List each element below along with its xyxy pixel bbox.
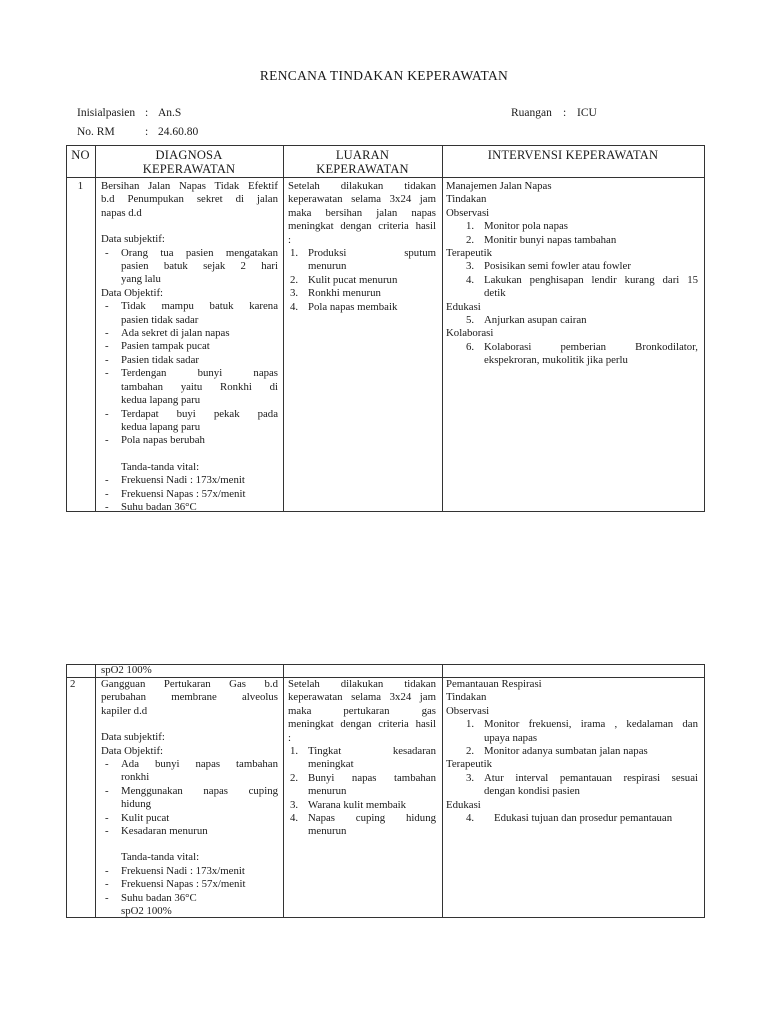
- table-border: [66, 177, 705, 178]
- list-item: - Frekuensi Nadi : 173x/menit: [101, 474, 278, 487]
- header-diagnosa-line1: DIAGNOSA: [155, 148, 223, 162]
- list-item: 3. Ronkhi menurun: [290, 287, 381, 300]
- list-item: - Pasien tampak pucat: [101, 340, 278, 353]
- header-intervensi: INTERVENSI KEPERAWATAN: [487, 148, 659, 162]
- table-border: [442, 145, 443, 512]
- patient-initial-value: An.S: [158, 107, 182, 119]
- list-item: 4. Pola napas membaik: [290, 300, 398, 313]
- table-border: [66, 145, 705, 146]
- room-label: Ruangan: [511, 107, 552, 119]
- list-item: - Frekuensi Napas : 57x/menit: [101, 488, 278, 501]
- list-item: - Terdapat buyi pekak pada kedua lapang paru: [101, 408, 278, 435]
- list-item: - Frekuensi Nadi : 173x/menit: [101, 865, 278, 878]
- list-item: - Tidak mampu batuk karena pasien tidak sadar: [101, 300, 278, 327]
- list-item: 1. Monitor frekuensi, irama , kedalaman dan upaya napas: [466, 718, 698, 744]
- vital-list: [101, 865, 278, 905]
- list-item: - Terdengan bunyi napas tambahan yaitu Ronkhi di kedua lapang paru: [101, 367, 278, 407]
- continued-row-text: spO2 100%: [101, 664, 152, 676]
- objektif-list: [101, 300, 278, 447]
- list-item: - Kesadaran menurun: [101, 825, 278, 838]
- list-item: 2. Bunyi napas tambahan menurun: [290, 771, 436, 798]
- row1-diagnosa: [101, 180, 278, 514]
- table-border: [283, 145, 284, 512]
- rm-value: 24.60.80: [158, 126, 199, 138]
- list-item: - Ada bunyi napas tambahan ronkhi: [101, 758, 278, 785]
- list-item: - Menggunakan napas cuping hidung: [101, 785, 278, 812]
- luaran-list: [288, 247, 436, 314]
- rm-sep: :: [145, 126, 149, 138]
- list-item: 4. Edukasi tujuan dan prosedur pemantauan: [466, 812, 673, 825]
- list-item: 4. Lakukan penghisapan lendir kurang dari 15 detik: [466, 273, 698, 300]
- row1-luaran: Setelah dilakukan tidakan keperawatan selama 3x24 jam maka bersihan jalan napas meningkat dengan criteria hasil : 1. Produksi sputum menurun 2. Kulit pucat menurun 3. Ronkhi menurun 4. Pola napas membaik: [288, 180, 436, 313]
- objektif-list: [101, 758, 278, 838]
- list-item: - Suhu badan 36°C: [101, 892, 278, 905]
- header-no: NO: [71, 148, 90, 162]
- list-item: 2. Kulit pucat menurun: [290, 273, 398, 286]
- table-border: [95, 145, 96, 512]
- list-item: 4. Napas cuping hidung menurun: [290, 812, 436, 838]
- subjektif-list: [101, 247, 278, 287]
- subjektif-label: Data subjektif:: [101, 233, 165, 246]
- objektif-label: Data Objektif:: [101, 286, 164, 299]
- row2-no: 2: [70, 678, 76, 690]
- list-item: 6. Kolaborasi pemberian Bronkodilator, ekspekroran, mukolitik jika perlu: [466, 340, 698, 367]
- list-item: 2. Monitor adanya sumbatan jalan napas: [466, 745, 648, 758]
- vital-label: Tanda-tanda vital:: [121, 460, 200, 473]
- header-luaran: [283, 148, 442, 176]
- list-item: 3. Warana kulit membaik: [290, 798, 407, 811]
- luaran-list: [288, 745, 436, 839]
- table-border: [442, 664, 443, 918]
- row1-no: 1: [77, 180, 84, 192]
- row2-intervensi: Pemantauan Respirasi Tindakan Observasi 1. Monitor frekuensi, irama , kedalaman dan upaya napas 2. Monitor adanya sumbatan jalan napas Terapeutik 3. Atur interval pemantauan respirasi sesuai dengan kondisi pasien Edukasi 4. Edukasi tujuan dan prosedur pemantauan: [446, 678, 698, 825]
- row2-luaran: Setelah dilakukan tidakan keperawatan selama 3x24 jam maka pertukaran gas meningkat dengan criteria hasil : 1. Tingkat kesadaran meningkat 2. Bunyi napas tambahan menurun 3. Warana kulit membaik 4. Napas cuping hidung menurun: [288, 678, 436, 838]
- patient-initial-sep: :: [145, 107, 149, 119]
- list-item: - Ada sekret di jalan napas: [101, 327, 278, 340]
- table-border: [95, 664, 96, 918]
- list-item: 1. Produksi sputum menurun: [290, 247, 436, 273]
- list-item: - Orang tua pasien mengatakan pasien batuk sejak 2 hari yang lalu: [101, 247, 278, 287]
- list-item: 5. Anjurkan asupan cairan: [466, 314, 587, 327]
- row2-diagnosa: Gangguan Pertukaran Gas b.d perubahan membrane alveolus kapiler d.d Data subjektif: Data Objektif: - Ada bunyi napas tambahan ronkhi - Menggunakan napas cuping hidung - Kulit pucat - Kesadaran menurun Tanda-tanda vital: - Frekuensi Nadi : 173x/menit - Frekuensi Napas : 57x/menit - Suhu badan 36°C spO2 100%: [101, 678, 278, 919]
- list-item: - Frekuensi Napas : 57x/menit: [101, 878, 278, 891]
- row1-intervensi: Manajemen Jalan Napas Tindakan Observasi 1. Monitor pola napas 2. Monitir bunyi napas tambahan Terapeutik 3. Posisikan semi fowler atau fowler 4. Lakukan penghisapan lendir kurang dari 15 detik Edukasi 5. Anjurkan asupan cairan Kolaborasi 6. Kolaborasi pemberian Bronkodilator, ekspekroran, mukolitik jika perlu: [446, 180, 698, 367]
- room-value: ICU: [577, 107, 597, 119]
- diagnosa-line: Bersihan Jalan Napas Tidak Efektif: [101, 180, 278, 192]
- list-item: - Pasien tidak sadar: [101, 354, 278, 367]
- list-item: 3. Posisikan semi fowler atau fowler: [466, 260, 631, 273]
- table-border: [704, 145, 705, 512]
- table-border: [66, 145, 67, 512]
- table-border: [66, 664, 705, 665]
- list-item: - Pola napas berubah: [101, 434, 278, 447]
- list-item: - Kulit pucat: [101, 812, 278, 825]
- room-sep: :: [563, 107, 567, 119]
- diagnosa-line: napas d.d: [101, 206, 142, 219]
- patient-initial-label: Inisialpasien: [77, 107, 136, 119]
- list-item: 2. Monitir bunyi napas tambahan: [466, 233, 617, 246]
- table-border: [283, 664, 284, 918]
- rm-label: No. RM: [77, 126, 115, 138]
- table-border: [66, 664, 67, 918]
- document-title: RENCANA TINDAKAN KEPERAWATAN: [259, 68, 509, 83]
- header-luaran-line1: LUARAN: [335, 148, 390, 162]
- header-diagnosa: [95, 148, 283, 176]
- table-border: [704, 664, 705, 918]
- diagnosa-line: b.d Penumpukan sekret di jalan: [101, 193, 278, 206]
- list-item: 1. Tingkat kesadaran meningkat: [290, 745, 436, 771]
- list-item: 3. Atur interval pemantauan respirasi sesuai dengan kondisi pasien: [466, 771, 698, 798]
- header-luaran-line2: KEPERAWATAN: [316, 162, 409, 176]
- vital-list: [101, 474, 278, 514]
- list-item: 1. Monitor pola napas: [466, 220, 568, 233]
- list-item: - Suhu badan 36°C: [101, 501, 278, 514]
- header-diagnosa-line2: KEPERAWATAN: [142, 162, 236, 176]
